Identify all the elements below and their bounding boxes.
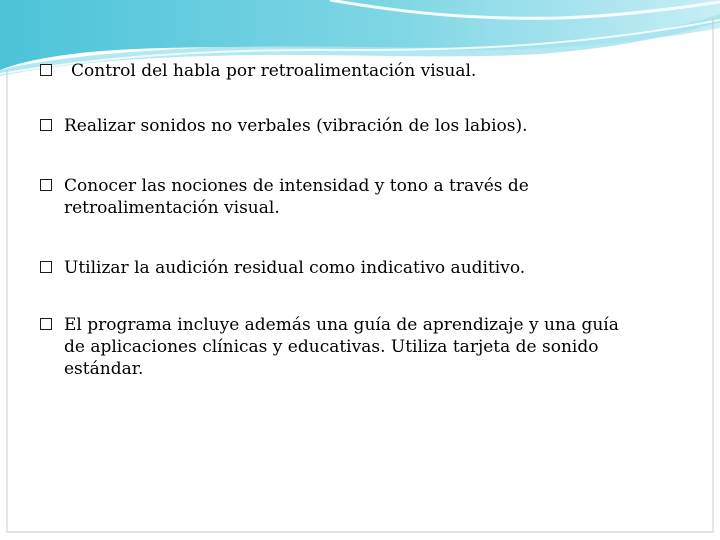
list-item [40,60,680,82]
box-bullet-icon [40,179,52,191]
bullet-text: El programa incluye además una guía de aprendizaje y una guía de aplicaciones clínicas y educativas. Utiliza tarjeta de sonido estándar. [64,315,619,379]
bullet-text: Utilizar la audición residual como indicativo auditivo. [64,258,526,278]
box-bullet-icon [40,64,52,76]
bullet-text: Conocer las nociones de intensidad y tono a través de retroalimentación visual. [64,176,529,218]
box-bullet-icon [40,119,52,131]
bullet-text: Control del habla por retroalimentación visual. [71,61,477,81]
list-item [40,257,680,279]
list-item [40,175,680,219]
list-item [40,314,680,380]
box-bullet-icon [40,261,52,273]
bullet-text: Realizar sonidos no verbales (vibración de los labios). [64,116,528,136]
box-bullet-icon [40,318,52,330]
list-item [40,115,680,137]
